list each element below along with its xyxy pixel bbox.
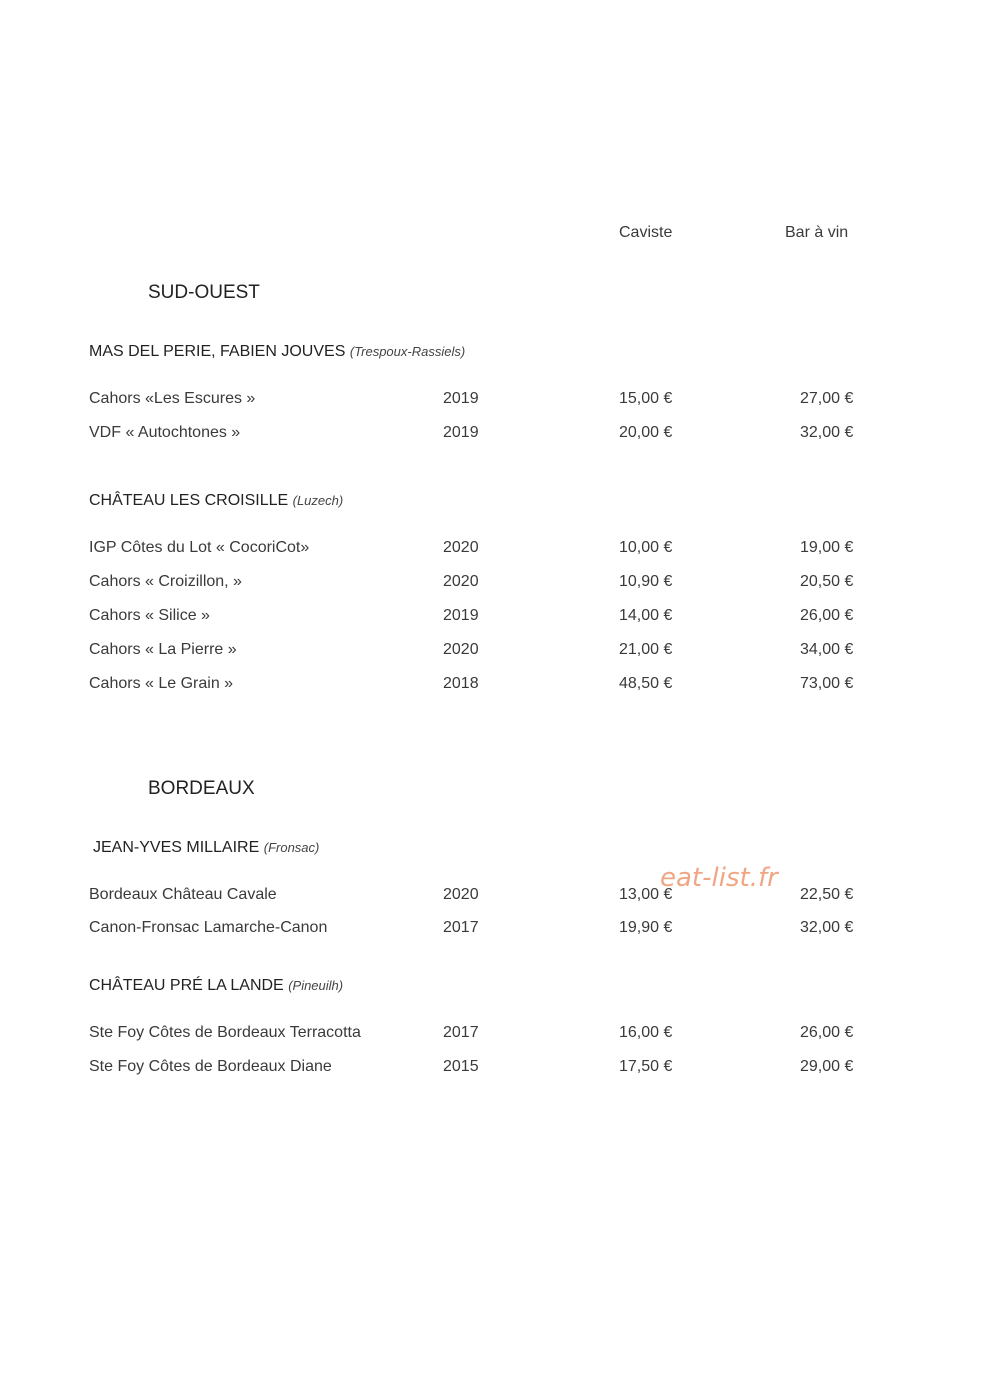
wine-row — [0, 539, 989, 561]
wine-vintage: 2020 — [443, 539, 479, 556]
producer-location: (Trespoux-Rassiels) — [349, 344, 466, 359]
wine-price-caviste: 10,00 € — [619, 539, 673, 556]
wine-vintage: 2019 — [443, 424, 479, 441]
wine-name: Cahors « Croizillon, » — [89, 573, 242, 590]
wine-name: Ste Foy Côtes de Bordeaux Terracotta — [89, 1024, 361, 1041]
wine-row — [0, 675, 989, 697]
wine-price-bar: 32,00 € — [800, 919, 854, 936]
producer-name: CHÂTEAU PRÉ LA LANDE — [89, 977, 284, 994]
wine-vintage: 2017 — [443, 1024, 479, 1041]
wine-price-caviste: 14,00 € — [619, 607, 673, 624]
wine-row — [0, 424, 989, 446]
wine-price-bar: 32,00 € — [800, 424, 854, 441]
producer-heading — [89, 492, 343, 510]
producer-name: MAS DEL PERIE, FABIEN JOUVES — [89, 343, 346, 360]
wine-vintage: 2019 — [443, 390, 479, 407]
wine-price-bar: 27,00 € — [800, 390, 854, 407]
wine-price-bar: 20,50 € — [800, 573, 854, 590]
wine-row — [0, 607, 989, 629]
wine-price-bar: 26,00 € — [800, 1024, 854, 1041]
wine-price-bar: 34,00 € — [800, 641, 854, 658]
wine-price-caviste: 48,50 € — [619, 675, 673, 692]
producer-heading — [89, 343, 465, 361]
wine-name: Cahors « Silice » — [89, 607, 210, 624]
region-title-bordeaux: BORDEAUX — [148, 778, 255, 799]
wine-price-bar: 19,00 € — [800, 539, 854, 556]
wine-price-bar: 29,00 € — [800, 1058, 854, 1075]
wine-price-caviste: 19,90 € — [619, 919, 673, 936]
watermark: eat-list.fr — [660, 863, 778, 893]
column-header-bar-a-vin: Bar à vin — [785, 224, 849, 241]
wine-name: Cahors « Le Grain » — [89, 675, 234, 692]
wine-vintage: 2019 — [443, 607, 479, 624]
producer-name: CHÂTEAU LES CROISILLE — [89, 492, 289, 509]
wine-vintage: 2020 — [443, 886, 479, 903]
wine-name: VDF « Autochtones » — [89, 424, 241, 441]
wine-price-caviste: 13,00 € — [619, 886, 673, 903]
wine-vintage: 2015 — [443, 1058, 479, 1075]
wine-vintage: 2018 — [443, 675, 479, 692]
producer-name: JEAN-YVES MILLAIRE — [93, 839, 260, 856]
producer-heading — [93, 839, 319, 857]
producer-location: (Luzech) — [292, 493, 344, 508]
wine-name: Canon-Fronsac Lamarche-Canon — [89, 919, 328, 936]
wine-vintage: 2020 — [443, 573, 479, 590]
wine-price-caviste: 21,00 € — [619, 641, 673, 658]
wine-vintage: 2017 — [443, 919, 479, 936]
wine-price-caviste: 15,00 € — [619, 390, 673, 407]
wine-name: Cahors «Les Escures » — [89, 390, 256, 407]
wine-vintage: 2020 — [443, 641, 479, 658]
wine-price-caviste: 16,00 € — [619, 1024, 673, 1041]
wine-row — [0, 886, 989, 908]
producer-location: (Fronsac) — [263, 840, 320, 855]
wine-price-caviste: 20,00 € — [619, 424, 673, 441]
wine-name: Ste Foy Côtes de Bordeaux Diane — [89, 1058, 332, 1075]
wine-price-caviste: 10,90 € — [619, 573, 673, 590]
region-title-sud-ouest: SUD-OUEST — [148, 282, 260, 303]
column-header-caviste: Caviste — [619, 224, 673, 241]
wine-price-bar: 73,00 € — [800, 675, 854, 692]
wine-price-bar: 22,50 € — [800, 886, 854, 903]
wine-price-bar: 26,00 € — [800, 607, 854, 624]
wine-name: Cahors « La Pierre » — [89, 641, 237, 658]
wine-row — [0, 919, 989, 941]
wine-name: Bordeaux Château Cavale — [89, 886, 277, 903]
wine-row — [0, 1024, 989, 1046]
wine-row — [0, 641, 989, 663]
wine-price-caviste: 17,50 € — [619, 1058, 673, 1075]
wine-row — [0, 390, 989, 412]
producer-location: (Pineuilh) — [288, 978, 344, 993]
wine-row — [0, 573, 989, 595]
wine-name: IGP Côtes du Lot « CocoriCot» — [89, 539, 310, 556]
wine-row — [0, 1058, 989, 1080]
producer-heading — [89, 977, 343, 995]
